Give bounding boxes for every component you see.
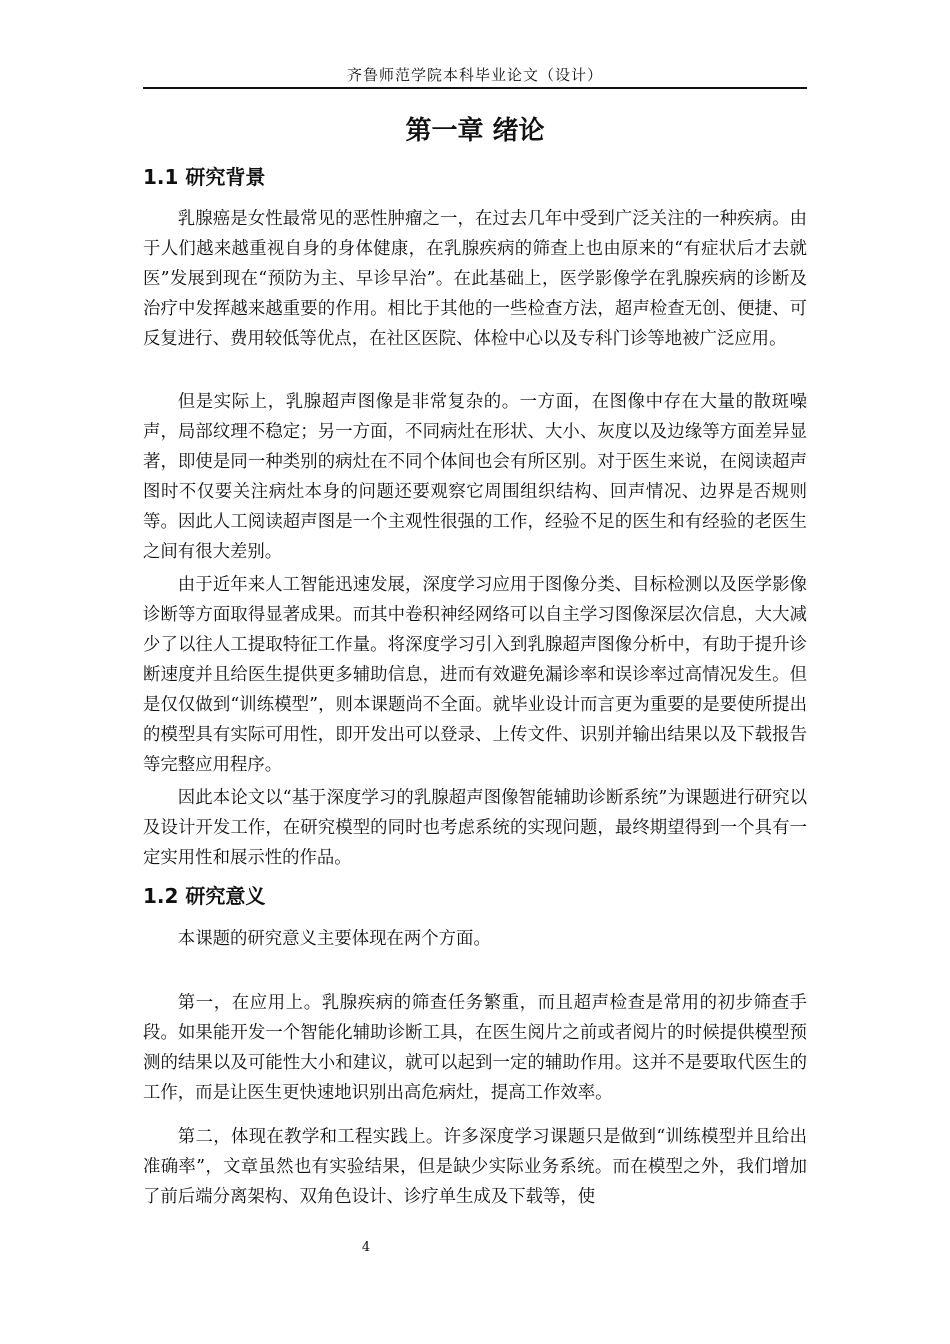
chapter-title: 第一章 绪论	[405, 116, 545, 146]
paragraph-background-2: 但是实际上，乳腺超声图像是非常复杂的。一方面，在图像中存在大量的散斑噪声，局部纹理不稳定；另一方面，不同病灶在形状、大小、灰度以及边缘等方面差异显著，即使是同一种类别的病灶在不同个体间也会有所区别。对于医生来说，在阅读超声图时不仅要关注病灶本身的问题还要观察它周围组织结构、回声情况、边界是否规则等。因此人工阅读超声图是一个主观性很强的工作，经验不足的医生和有经验的老医生之间有很大差别。	[143, 392, 807, 562]
header-rule	[143, 87, 807, 89]
page-number: 4	[361, 1240, 371, 1255]
paragraph-background-4: 因此本论文以“基于深度学习的乳腺超声图像智能辅助诊断系统”为课题进行研究以及设计开发工作，在研究模型的同时也考虑系统的实现问题，最终期望得到一个具有一定实用性和展示性的作品。	[143, 788, 807, 868]
paragraph-background-3: 由于近年来人工智能迅速发展，深度学习应用于图像分类、目标检测以及医学影像诊断等方面取得显著成果。而其中卷积神经网络可以自主学习图像深层次信息，大大减少了以往人工提取特征工作量。将深度学习引入到乳腺超声图像分析中，有助于提升诊断速度并且给医生提供更多辅助信息，进而有效避免漏诊率和误诊率过高情况发生。但是仅仅做到“训练模型”，则本课题尚不全面。就毕业设计而言更为重要的是要使所提出的模型具有实际可用性，即开发出可以登录、上传文件、识别并输出结果以及下载报告等完整应用程序。	[143, 575, 807, 775]
running-header: 齐鲁师范学院本科毕业论文（设计）	[346, 66, 603, 84]
paragraph-significance-2: 第二，体现在教学和工程实践上。许多深度学习课题只是做到“训练模型并且给出准确率”，文章虽然也有实验结果，但是缺少实际业务系统。而在模型之外，我们增加了前后端分离架构、双角色设计、诊疗单生成及下载等，使	[143, 1127, 807, 1207]
paragraph-significance-1: 第一，在应用上。乳腺疾病的筛查任务繁重，而且超声检查是常用的初步筛查手段。如果能开发一个智能化辅助诊断工具，在医生阅片之前或者阅片的时候提供模型预测的结果以及可能性大小和建议，就可以起到一定的辅助作用。这并不是要取代医生的工作，而是让医生更快速地识别出高危病灶，提高工作效率。	[143, 993, 807, 1103]
paragraph-background-1: 乳腺癌是女性最常见的恶性肿瘤之一，在过去几年中受到广泛关注的一种疾病。由于人们越来越重视自身的身体健康，在乳腺疾病的筛查上也由原来的“有症状后才去就医”发展到现在“预防为主、早诊早治”。在此基础上，医学影像学在乳腺疾病的诊断及治疗中发挥越来越重要的作用。相比于其他的一些检查方法，超声检查无创、便捷、可反复进行、费用较低等优点，在社区医院、体检中心以及专科门诊等地被广泛应用。	[143, 209, 807, 349]
section-heading-1-1: 1.1 研究背景	[143, 165, 266, 189]
paragraph-significance-intro: 本课题的研究意义主要体现在两个方面。	[177, 929, 491, 949]
section-heading-1-2: 1.2 研究意义	[143, 884, 266, 908]
